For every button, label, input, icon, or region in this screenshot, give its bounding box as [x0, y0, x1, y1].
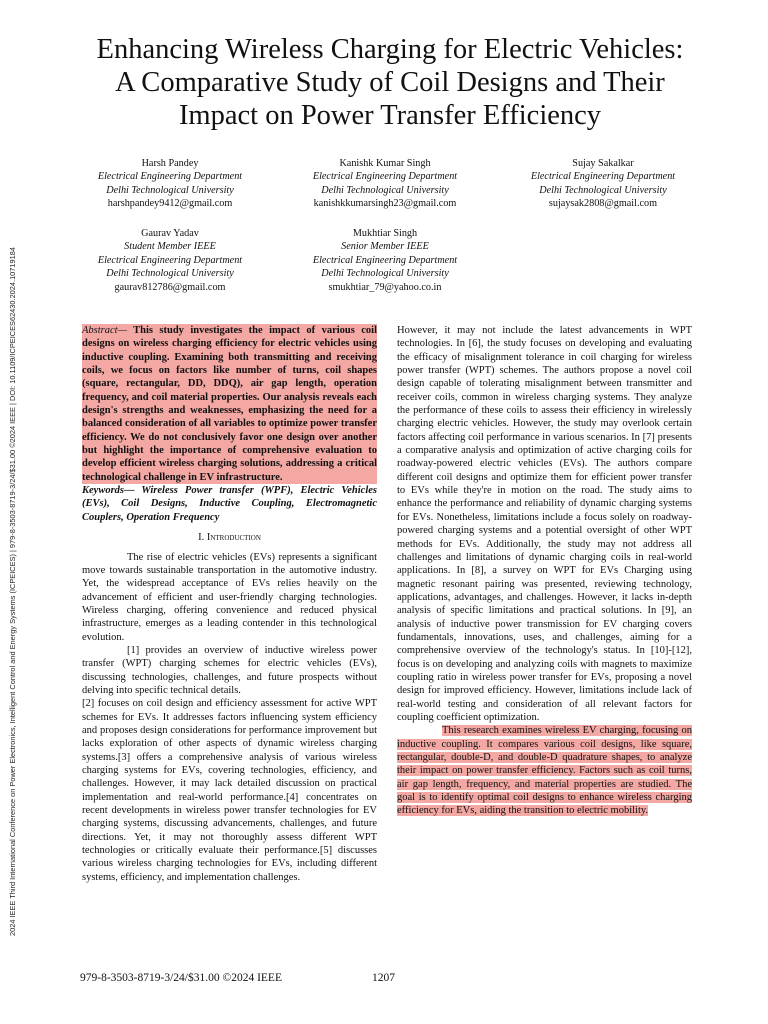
author-name: Sujay Sakalkar [572, 158, 634, 169]
section-heading [82, 531, 377, 544]
author-univ: Delhi Technological University [321, 268, 449, 280]
author-block [498, 157, 708, 211]
author-email[interactable]: harshpandey9412@gmail.com [107, 198, 233, 210]
author-name: Harsh Pandey [141, 158, 199, 169]
author-univ: Delhi Technological University [106, 184, 234, 196]
sidebar-citation-text: 2024 IEEE Third International Conference on Power Electronics, Intelligent Control and Energy Systems (ICPEICES) | 979-8-3503-8719-3/24/$31.00 ©2024 IEEE | DOI: 10.1109/ICPEICES62430.2024.10719184 [8, 247, 17, 936]
author-email[interactable]: sujaysak2808@gmail.com [548, 198, 658, 210]
page-number: 1207 [372, 972, 395, 984]
author-block [65, 157, 275, 211]
author-dept: Electrical Engineering Department [97, 254, 243, 266]
author-email[interactable]: kanishkkumarsingh23@gmail.com [313, 198, 457, 210]
author-block [280, 157, 490, 211]
author-dept: Electrical Engineering Department [312, 171, 458, 183]
right-column [397, 324, 692, 818]
author-name: Mukhtiar Singh [352, 228, 418, 239]
title-line: A Comparative Study of Coil Designs and Their [115, 67, 665, 98]
paragraph-highlighted [397, 724, 692, 817]
abstract-text: This study investigates the impact of various coil designs on wireless charging efficiency for electric vehicles using inductive coupling. Examining both transmitting and receiving coils, we focus on factors like number of turns, coil shapes (square, rectangular, DD, DDQ), air gap length, operation frequency, and coil material properties. Our analysis reveals each design's strengths and weaknesses, emphasizing the need for a balanced consideration of all variables to optimize power transfer efficiency. We do not conclusively favor one design over another but highlight the importance of comprehensive evaluation to develop efficient wireless charging solutions, addressing a critical technological challenge in EV infrastructure. [82, 325, 378, 483]
paragraph: [2] focuses on coil design and efficiency assessment for active WPT schemes for EVs. It addresses factors influencing system efficiency and proposes design considerations for performance improvement but lacks exploration of other aspects of dynamic wireless charging systems.[3] offers a comprehensive analysis of various wireless charging systems for EVs, covering technologies, efficiency, and challenges. However, it may lack detailed discussion on practical implementation and real-world performance.[4] concentrates on recent developments in wireless power transfer technologies for EV charging systems, discussing advancements, challenges, and future directions. Yet, it may not thoroughly assess different WPT technologies or critically evaluate their performance.[5] discusses various wireless charging technologies for EVs, including different systems, efficiency, and implementation challenges. [82, 698, 377, 883]
title-line: Enhancing Wireless Charging for Electric Vehicles: [96, 34, 684, 65]
section-title: Introduction [206, 532, 261, 544]
publication-sidebar [8, 80, 22, 945]
keywords: Keywords— Wireless Power transfer (WPF), Electric Vehicles (EVs), Coil Designs, Inductive Coupling, Electromagnetic Couplers, Operation Frequency [82, 485, 377, 523]
author-email[interactable]: gaurav812786@gmail.com [114, 281, 226, 293]
author-email[interactable]: smukhtiar_79@yahoo.co.in [328, 281, 442, 293]
author-name: Kanishk Kumar Singh [339, 158, 431, 169]
abstract-label: Abstract— [82, 325, 127, 336]
footer-copyright: 979-8-3503-8719-3/24/$31.00 ©2024 IEEE [80, 972, 282, 984]
paragraph: The rise of electric vehicles (EVs) represents a significant move towards sustainable transportation in the automotive industry. Yet, the widespread acceptance of EVs relies heavily on the advancement of efficient and user-friendly charging technologies. Wireless charging, offering convenience and reduced physical infrastructure, emerges as a leading contender in this technological evolution. [82, 551, 377, 643]
paper-title [70, 33, 710, 132]
author-dept: Electrical Engineering Department [530, 171, 676, 183]
author-role: Student Member IEEE [124, 241, 216, 253]
paragraph: However, it may not include the latest advancements in WPT technologies. In [6], the study focuses on developing and evaluating the efficacy of misalignment tolerance in coil charging for wireless power transfer (WPT) schemes. The authors propose a novel coil design capable of tolerating misalignment between transmitter and receiver coils, common in wireless charging systems. They analyze the performance of these coils to assess their efficiency in wirelessly charging electric vehicles. However, the study may overlook certain factors affecting coil performance in various scenarios. In [7] presents a comparative analysis and optimization of active charging coils for roadway-powered electric vehicles (EVs). The authors compare different coil designs and optimize them for efficient power transfer to EVs while they're in motion on the road. The study aims to enhance the performance and reliability of dynamic charging systems for EVs. Nonetheless, limitations include a focus solely on roadway-powered charging systems and a potential oversight of other WPT methods for EVs. Additionally, the study may not address all challenges and limitations of dynamic charging coils in real-world applications. In [8], a survey on WPT for EVs Charging using magnetic resonant pairing was presented, reviewing technology, applications, advantages, and challenges. However, it lacks in-depth analysis of specific limitations and practical solutions. In [9], an analysis of inductive power transmission for EV charging covers fundamentals, innovations, uses, and challenges, aiming for a comprehensive overview of the technology's status. In [10]-[12], focus is on developing and analyzing coils with magnets to maximize coupling ratio in wireless power transfer for EVs, proposing a novel design for improved efficiency. However, limitations include lack of real-world testing and consideration of all relevant factors for coupling coefficient optimization. [397, 325, 692, 723]
author-dept: Electrical Engineering Department [97, 171, 243, 183]
title-line: Impact on Power Transfer Efficiency [178, 100, 602, 131]
left-column [82, 324, 377, 884]
section-number: I. [198, 532, 205, 544]
author-univ: Delhi Technological University [106, 268, 234, 280]
paragraph: [1] provides an overview of inductive wireless power transfer (WPT) charging schemes for electric vehicles (EVs), discussing technologies, challenges, and future prospects without delving into specific technical details. [82, 644, 377, 696]
author-block [280, 227, 490, 294]
author-block [65, 227, 275, 294]
author-dept: Electrical Engineering Department [312, 254, 458, 266]
abstract [82, 324, 377, 484]
author-role: Senior Member IEEE [341, 241, 429, 253]
author-name: Gaurav Yadav [141, 228, 199, 239]
author-univ: Delhi Technological University [539, 184, 667, 196]
highlighted-text: This research examines wireless EV charging, focusing on inductive coupling. It compares various coil designs, like square, rectangular, double-D, and double-D quadrature shapes, to analyze their impact on power transfer efficiency. Factors such as coil turns, air gap length, frequency, and material properties are studied. The goal is to identify optimal coil designs to enhance wireless charging efficiency for EVs, aiding the transition to electric mobility. [397, 725, 692, 817]
author-univ: Delhi Technological University [321, 184, 449, 196]
